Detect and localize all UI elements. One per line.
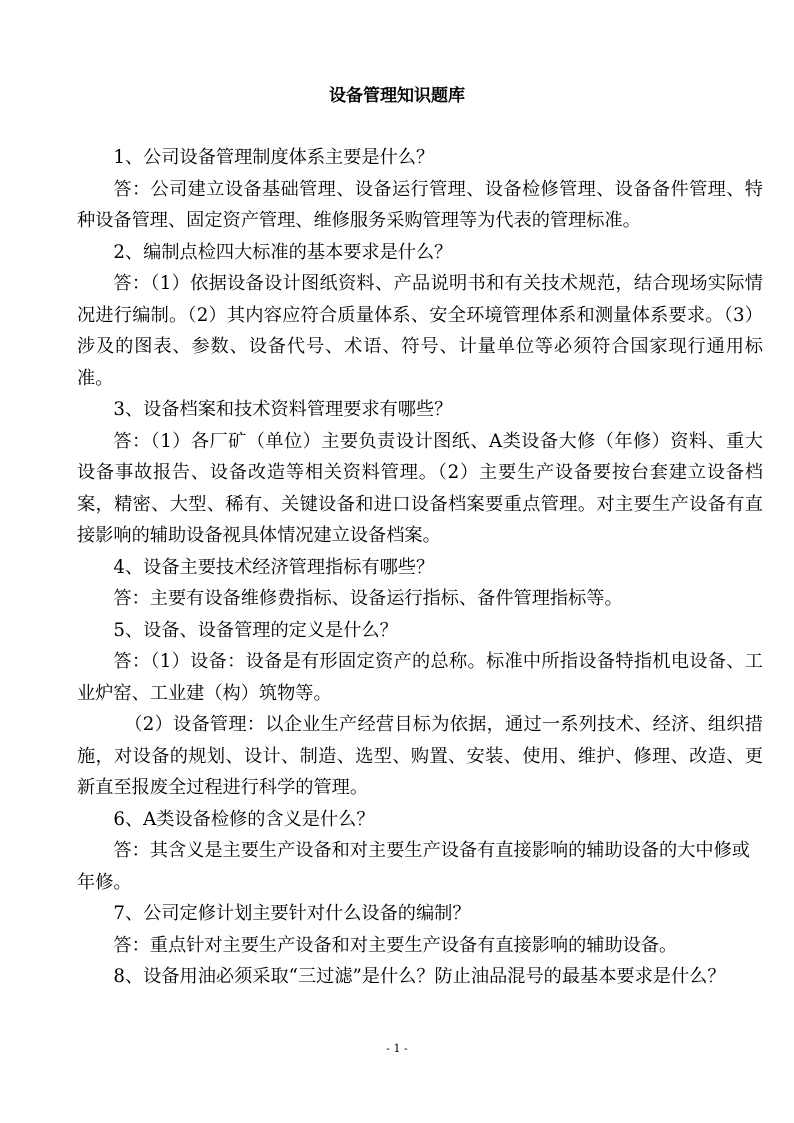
document-body (77, 142, 763, 993)
question-1: 1、公司设备管理制度体系主要是什么？ (113, 147, 435, 168)
answer-1: 答：公司建立设备基础管理、设备运行管理、设备检修管理、设备备件管理、特种设备管理、固定资产管理、维修服务采购管理等为代表的管理标准。 (77, 178, 763, 231)
question-2: 2、编制点检四大标准的基本要求是什么？ (113, 241, 453, 263)
answer-2: 答：（1）依据设备设计图纸资料、产品说明书和有关技术规范，结合现场实际情况进行编制。（2）其内容应符合质量体系、安全环境管理体系和测量体系要求。（3）涉及的图表、参数、设备代号、术语、符号、计量单位等必须符合国家现行通用标准。 (77, 273, 763, 389)
document-title: 设备管理知识题库 (329, 86, 465, 106)
question-3: 3、设备档案和技术资料管理要求有哪些？ (113, 399, 453, 420)
answer-3: 答：（1）各厂矿（单位）主要负责设计图纸、A类设备大修（年修）资料、重大设备事故报告、设备改造等相关资料管理。（2）主要生产设备要按台套建立设备档案，精密、大型、稀有、关键设备和进口设备档案要重点管理。对主要生产设备有直接影响的辅助设备视具体情况建立设备档案。 (77, 430, 763, 546)
question-6: 6、A类设备检修的含义是什么？ (113, 808, 375, 830)
question-5: 5、设备、设备管理的定义是什么？ (113, 619, 398, 641)
answer-5-part-1: 答：（1）设备：设备是有形固定资产的总称。标准中所指设备特指机电设备、工业炉窑、工业建（构）筑物等。 (77, 651, 763, 704)
question-4: 4、设备主要技术经济管理指标有哪些？ (113, 556, 435, 578)
question-8: 8、设备用油必须采取“三过滤”是什么？防止油品混号的最基本要求是什么？ (113, 966, 726, 987)
page-number: - 1 - (386, 1042, 408, 1055)
answer-5-part-2: （2）设备管理：以企业生产经营目标为依据，通过一系列技术、经济、组织措施，对设备的规划、设计、制造、选型、购置、安装、使用、维护、修理、改造、更新直至报废全过程进行科学的管理。 (77, 714, 763, 798)
answer-7: 答：重点针对主要生产设备和对主要生产设备有直接影响的辅助设备。 (113, 934, 678, 956)
answer-6-continued: 年修。 (77, 871, 132, 893)
answer-6: 答：其含义是主要生产设备和对主要生产设备有直接影响的辅助设备的大中修或 (113, 840, 750, 861)
answer-4: 答：主要有设备维修费指标、设备运行指标、备件管理指标等。 (113, 588, 623, 609)
question-7: 7、公司定修计划主要针对什么设备的编制？ (113, 903, 471, 924)
